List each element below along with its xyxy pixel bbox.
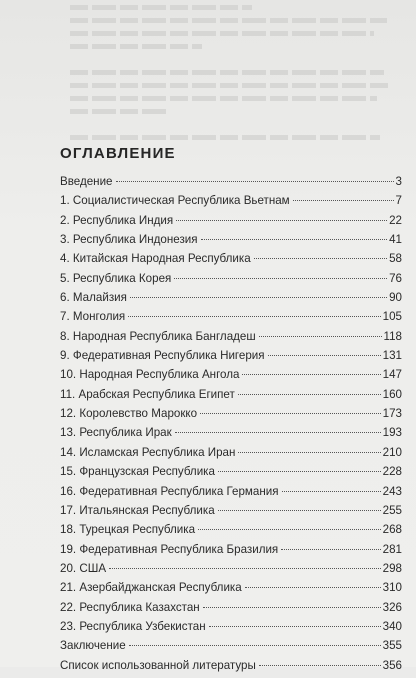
toc-entry xyxy=(60,407,402,426)
toc-entry-page-number: 3 xyxy=(395,175,402,188)
toc-entry-page-number: 210 xyxy=(382,445,402,459)
toc-entry-title: Заключение xyxy=(60,639,126,653)
toc-entry-page-number: 340 xyxy=(382,619,402,633)
toc-entry xyxy=(60,465,402,484)
toc-entry-page-number: 355 xyxy=(382,639,402,653)
bleed-through-text xyxy=(70,0,400,140)
toc-entry-page-number: 147 xyxy=(382,368,402,382)
toc-entry-title: Введение xyxy=(60,175,113,188)
dot-leader xyxy=(116,180,394,182)
toc-entry-title: 21. Азербайджанская Республика xyxy=(60,581,242,595)
toc-entry-title: 7. Монголия xyxy=(60,310,126,324)
toc-entry-page-number: 131 xyxy=(382,349,402,363)
toc-entry-page-number: 255 xyxy=(382,503,402,517)
toc-entry-title: 1. Социалистическая Республика Вьетнам xyxy=(60,194,290,208)
toc-entry-title: 20. США xyxy=(60,561,107,575)
toc-entry xyxy=(60,233,402,252)
toc-entry-title: 5. Республика Корея xyxy=(60,271,172,285)
toc-entry xyxy=(60,639,402,658)
toc-entry-title: 14. Исламская Республика Иран xyxy=(60,445,236,459)
dot-leader xyxy=(245,586,381,588)
dot-leader xyxy=(218,509,381,511)
toc-entry-page-number: 281 xyxy=(382,542,402,556)
toc-entry-page-number: 76 xyxy=(389,271,402,285)
dot-leader xyxy=(259,664,381,666)
dot-leader xyxy=(259,335,382,337)
dot-leader xyxy=(209,625,381,627)
toc-entry-title: 22. Республика Казахстан xyxy=(60,600,200,614)
toc-heading: ОГЛАВЛЕНИЕ xyxy=(60,145,176,162)
dot-leader xyxy=(238,393,381,395)
toc-entry-title: 4. Китайская Народная Республика xyxy=(60,252,251,266)
toc-entry-title: 18. Турецкая Республика xyxy=(60,523,196,537)
toc-entry-title: 13. Республика Ирак xyxy=(60,426,172,440)
toc-entry-title: 17. Итальянская Республика xyxy=(60,503,215,517)
toc-entry xyxy=(60,349,402,368)
toc-entry xyxy=(60,504,402,523)
toc-entry-title: 16. Федеративная Республика Германия xyxy=(60,484,279,498)
toc-entry-page-number: 298 xyxy=(382,561,402,575)
toc-entry xyxy=(60,330,402,349)
toc-entry-page-number: 356 xyxy=(382,658,402,672)
toc-entry-page-number: 41 xyxy=(389,233,402,247)
dot-leader xyxy=(200,412,381,414)
dot-leader xyxy=(130,296,387,298)
dot-leader xyxy=(238,451,380,453)
toc-entry-page-number: 160 xyxy=(382,387,402,401)
dot-leader xyxy=(201,238,388,240)
toc-entry xyxy=(60,620,402,639)
toc-entry-page-number: 326 xyxy=(382,600,402,614)
toc-entry-title: 19. Федеративная Республика Бразилия xyxy=(60,542,279,556)
toc-entry-title: 6. Малайзия xyxy=(60,291,127,305)
toc-entry-page-number: 173 xyxy=(382,407,402,421)
toc-entry xyxy=(60,581,402,600)
dot-leader xyxy=(203,606,381,608)
toc-entry xyxy=(60,523,402,542)
toc-entry-title: 3. Республика Индонезия xyxy=(60,233,198,247)
dot-leader xyxy=(198,528,381,530)
dot-leader xyxy=(128,315,380,317)
toc-entry xyxy=(60,562,402,581)
toc-entry-title: 15. Французская Республика xyxy=(60,465,215,479)
toc-entry-page-number: 58 xyxy=(389,252,402,266)
dot-leader xyxy=(218,470,381,472)
toc-entry xyxy=(60,252,402,271)
dot-leader xyxy=(282,490,381,492)
toc-entry xyxy=(60,446,402,465)
toc-entry xyxy=(60,485,402,504)
toc-entry xyxy=(60,659,402,678)
dot-leader xyxy=(281,548,380,550)
toc-entry-page-number: 243 xyxy=(382,484,402,498)
toc-entry xyxy=(60,310,402,329)
toc-entry xyxy=(60,543,402,562)
toc-entry-page-number: 22 xyxy=(389,213,402,227)
toc-entry xyxy=(60,291,402,310)
toc-entry-page-number: 105 xyxy=(382,310,402,324)
toc-entry-title: 8. Народная Республика Бангладеш xyxy=(60,329,256,343)
dot-leader xyxy=(254,257,387,259)
dot-leader xyxy=(268,354,381,356)
table-of-contents xyxy=(60,175,402,678)
toc-entry-page-number: 193 xyxy=(382,426,402,440)
toc-entry xyxy=(60,388,402,407)
toc-entry xyxy=(60,426,402,445)
toc-entry xyxy=(60,601,402,620)
dot-leader xyxy=(176,219,387,221)
dot-leader xyxy=(175,431,381,433)
dot-leader xyxy=(293,199,394,201)
toc-entry-page-number: 268 xyxy=(382,523,402,537)
toc-entry xyxy=(60,368,402,387)
toc-entry xyxy=(60,175,402,194)
toc-entry-title: 23. Республика Узбекистан xyxy=(60,619,206,633)
toc-entry xyxy=(60,214,402,233)
toc-entry-title: 10. Народная Республика Ангола xyxy=(60,368,240,382)
dot-leader xyxy=(129,644,381,646)
toc-entry-page-number: 90 xyxy=(389,291,402,305)
toc-entry-title: 11. Арабская Республика Египет xyxy=(60,387,235,401)
toc-entry xyxy=(60,272,402,291)
dot-leader xyxy=(174,277,387,279)
toc-entry-page-number: 118 xyxy=(383,329,402,343)
toc-entry-page-number: 7 xyxy=(395,194,402,208)
toc-entry-title: Список использованной литературы xyxy=(60,658,256,672)
toc-entry-title: 9. Федеративная Республика Нигерия xyxy=(60,349,265,363)
toc-entry-title: 2. Республика Индия xyxy=(60,213,174,227)
dot-leader xyxy=(109,567,381,569)
toc-entry-page-number: 310 xyxy=(382,581,402,595)
dot-leader xyxy=(242,373,380,375)
toc-entry-title: 12. Королевство Марокко xyxy=(60,407,198,421)
toc-entry xyxy=(60,194,402,213)
toc-entry-page-number: 228 xyxy=(382,465,402,479)
